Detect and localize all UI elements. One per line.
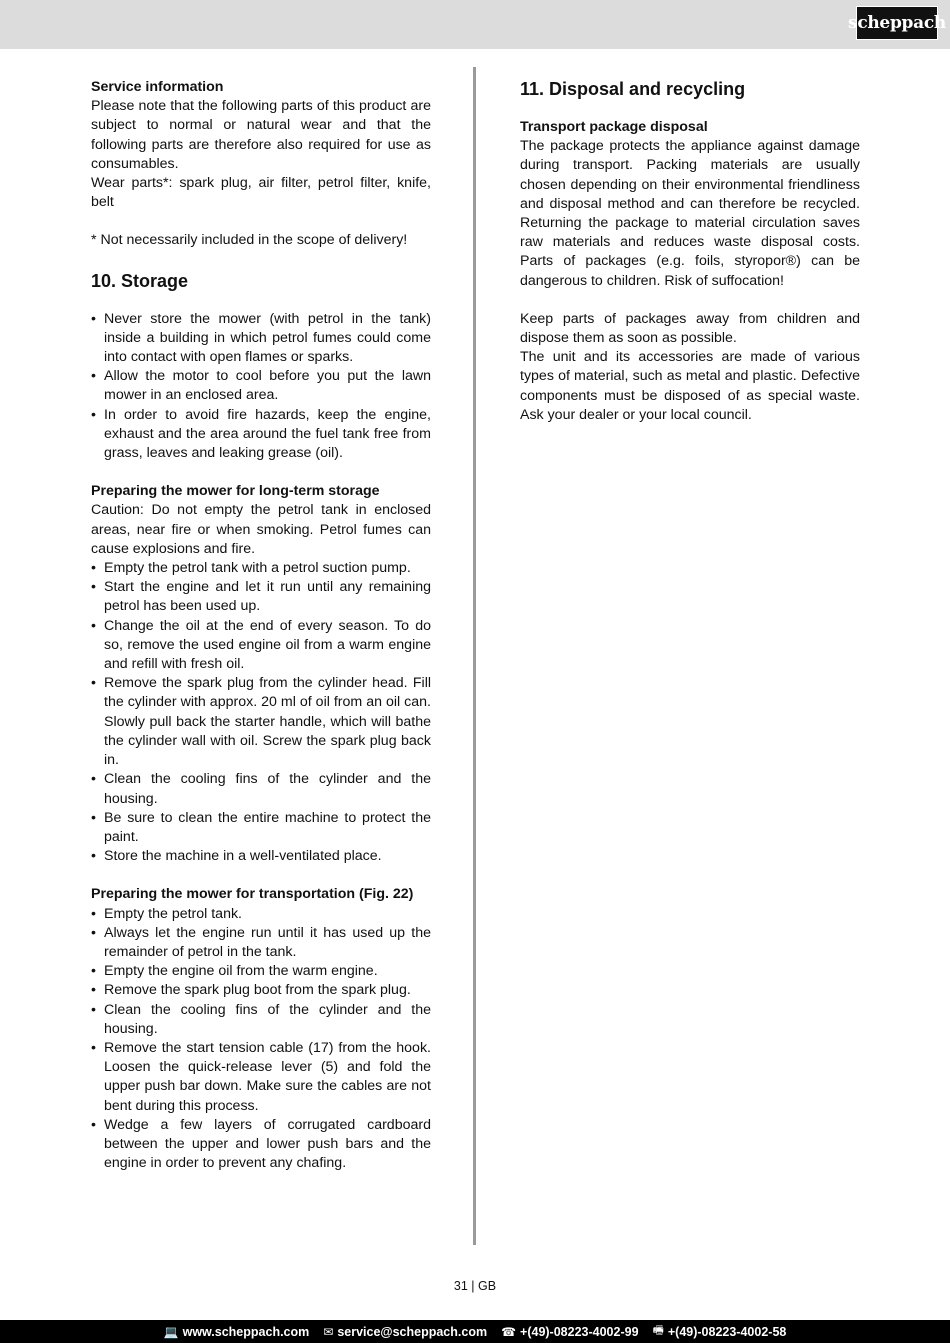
list-item: • In order to avoid fire hazards, keep the engine, exhaust and the area around the fuel tank free from grass, leaves and leaking grease (oil).: [91, 406, 431, 464]
list-item: • Empty the engine oil from the warm engine.: [91, 962, 431, 981]
mail-icon: ✉: [323, 1324, 334, 1339]
disposal-heading: 11. Disposal and recycling: [520, 79, 746, 99]
transport-prep-title: Preparing the mower for transportation (Fig. 22): [91, 886, 414, 903]
delivery-footnote: * Not necessarily included in the scope of delivery!: [91, 232, 408, 249]
scheppach-logo: scheppach: [856, 6, 938, 40]
page-footer-bar: [0, 1320, 950, 1343]
transport-list: [91, 905, 431, 1174]
fax-icon: 🖷: [652, 1323, 664, 1337]
right-column: [520, 78, 860, 425]
list-item: • Remove the spark plug from the cylinder head. Fill the cylinder with approx. 20 ml of oil from an oil can. Slowly pull back the starter handle, which will bathe the cylinder wall with oil. Screw the spark plug back in.: [91, 674, 431, 770]
longterm-storage-title: Preparing the mower for long-term storage: [91, 483, 380, 500]
list-item: • Clean the cooling fins of the cylinder and the housing.: [91, 1001, 431, 1039]
footer-phone: [501, 1325, 638, 1339]
list-item: • Allow the motor to cool before you put the lawn mower in an enclosed area.: [91, 367, 431, 405]
service-info-text: Please note that the following parts of this product are subject to normal or natural wear and that the following parts are therefore also required for use as consumables.: [91, 98, 431, 172]
list-item: • Empty the petrol tank with a petrol suction pump.: [91, 559, 431, 578]
computer-icon: 💻: [163, 1324, 179, 1339]
left-column: [91, 78, 431, 1173]
email-text: service@scheppach.com: [337, 1324, 488, 1339]
longterm-list: [91, 559, 431, 866]
service-info-title: Service information: [91, 79, 224, 95]
list-item: • Start the engine and let it run until any remaining petrol has been used up.: [91, 578, 431, 616]
list-item: • Remove the start tension cable (17) from the hook. Loosen the quick-release lever (5) and fold the upper push bar down. Make sure the cables are not bent during this process.: [91, 1039, 431, 1116]
list-item: • Clean the cooling fins of the cylinder and the housing.: [91, 770, 431, 808]
footer-website[interactable]: [164, 1325, 310, 1339]
list-item: • Be sure to clean the entire machine to protect the paint.: [91, 809, 431, 847]
wear-parts-text: Wear parts*: spark plug, air filter, petrol filter, knife, belt: [91, 175, 431, 211]
footer-fax: [653, 1321, 787, 1342]
list-item: • Remove the spark plug boot from the spark plug.: [91, 981, 431, 1000]
longterm-caution-text: Caution: Do not empty the petrol tank in enclosed areas, near fire or when smoking. Petrol fumes can cause explosions and fire.: [91, 502, 431, 557]
list-item: • Always let the engine run until it has used up the remainder of petrol in the tank.: [91, 924, 431, 962]
list-item: • Change the oil at the end of every season. To do so, remove the used engine oil from a warm engine and refill with fresh oil.: [91, 617, 431, 675]
transport-package-text: The package protects the appliance against damage during transport. Packing materials are usually chosen depending on their environmental friendliness and disposal method and can therefore be recycled. Returning the package to material circulation saves raw materials and reduces waste disposal costs. Parts of packages (e.g. foils, styropor®) can be dangerous to children. Risk of suffocation!: [520, 138, 860, 289]
page-number: 31 | GB: [453, 1279, 497, 1293]
website-text: www.scheppach.com: [182, 1324, 310, 1339]
footer-email[interactable]: [323, 1325, 487, 1339]
list-item: • Empty the petrol tank.: [91, 905, 431, 924]
phone-text: +(49)-08223-4002-99: [520, 1324, 639, 1339]
list-item: • Wedge a few layers of corrugated cardboard between the upper and lower push bars and the engine in order to prevent any chafing.: [91, 1116, 431, 1174]
keep-away-text: Keep parts of packages away from children and dispose them as soon as possible.: [520, 310, 860, 347]
storage-list: [91, 310, 431, 464]
list-item: • Never store the mower (with petrol in the tank) inside a building in which petrol fumes could come into contact with open flames or sparks.: [91, 310, 431, 368]
phone-icon: ☎: [501, 1324, 517, 1339]
storage-heading: 10. Storage: [91, 270, 189, 291]
fax-text: +(49)-08223-4002-58: [667, 1324, 787, 1339]
unit-materials-text: The unit and its accessories are made of various types of material, such as metal and plastic. Defective components must be disposed of as special waste. Ask your dealer or your local council.: [520, 349, 860, 423]
transport-package-title: Transport package disposal: [520, 119, 708, 135]
column-divider: [473, 67, 476, 1245]
list-item: • Store the machine in a well-ventilated place.: [91, 847, 431, 866]
page-header-bar: [0, 0, 950, 49]
